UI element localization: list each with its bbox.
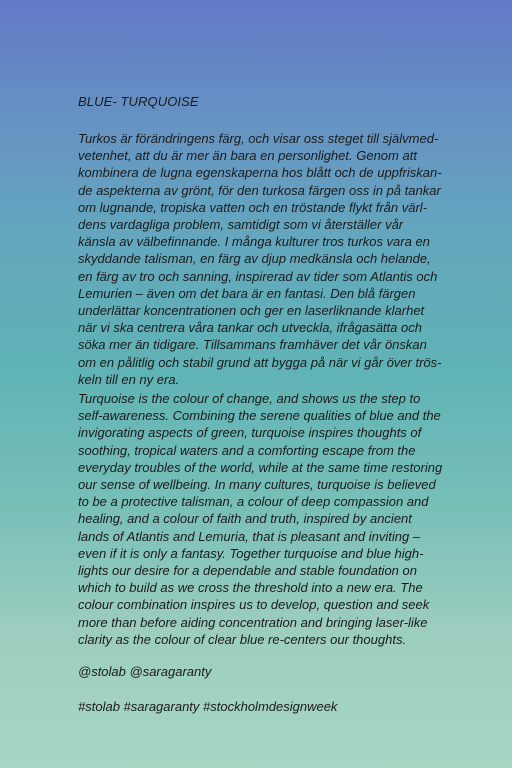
- social-handles: @stolab @saragaranty: [78, 664, 212, 679]
- swedish-paragraph: Turkos är förändringens färg, och visar oss steget till självmed- vetenhet, att du är mer än bara en personlighet. Genom att kombinera de lugna egenskaperna hos blått och de uppfriskan- de aspekterna av grönt, för den turkosa färgen oss in på tankar om lugnande, tropiska vatten och en tröstande flykt från värl- dens vardagliga problem, samtidigt som vi återställer vår känsla av välbefinnande. I många kulturer tros turkos vara en skyddande talisman, en färg av djup medkänsla och helande, en färg av tro och sanning, inspirerad av tider som Atlantis och Lemurien – även om det bara är en fantasi. Den blå färgen underlättar koncentrationen och ger en laserliknande klarhet när vi ska centrera våra tankar och utveckla, ifrågasätta och söka mer än tidigare. Tillsammans framhäver det vår önskan om en pålitlig och stabil grund att bygga på när vi går över trös- keln till en ny era.: [78, 131, 442, 387]
- hashtags: #stolab #saragaranty #stockholmdesignweek: [78, 699, 338, 714]
- document-title: BLUE- TURQUOISE: [78, 94, 199, 109]
- english-paragraph: Turquoise is the colour of change, and shows us the step to self-awareness. Combining the serene qualities of blue and the invigorating aspects of green, turquoise inspires thoughts of soothing, tropical waters and a comforting escape from the everyday troubles of the world, while at the same time restoring our sense of wellbeing. In many cultures, turquoise is believed to be a protective talisman, a colour of deep compassion and healing, and a colour of faith and truth, inspired by ancient lands of Atlantis and Lemuria, that is pleasant and inviting – even if it is only a fantasy. Together turquoise and blue high- lights our desire for a dependable and stable foundation on which to build as we cross the threshold into a new era. The colour combination inspires us to develop, question and seek more than before aiding concentration and bringing laser-like clarity as the colour of clear blue re-centers our thoughts.: [78, 391, 443, 647]
